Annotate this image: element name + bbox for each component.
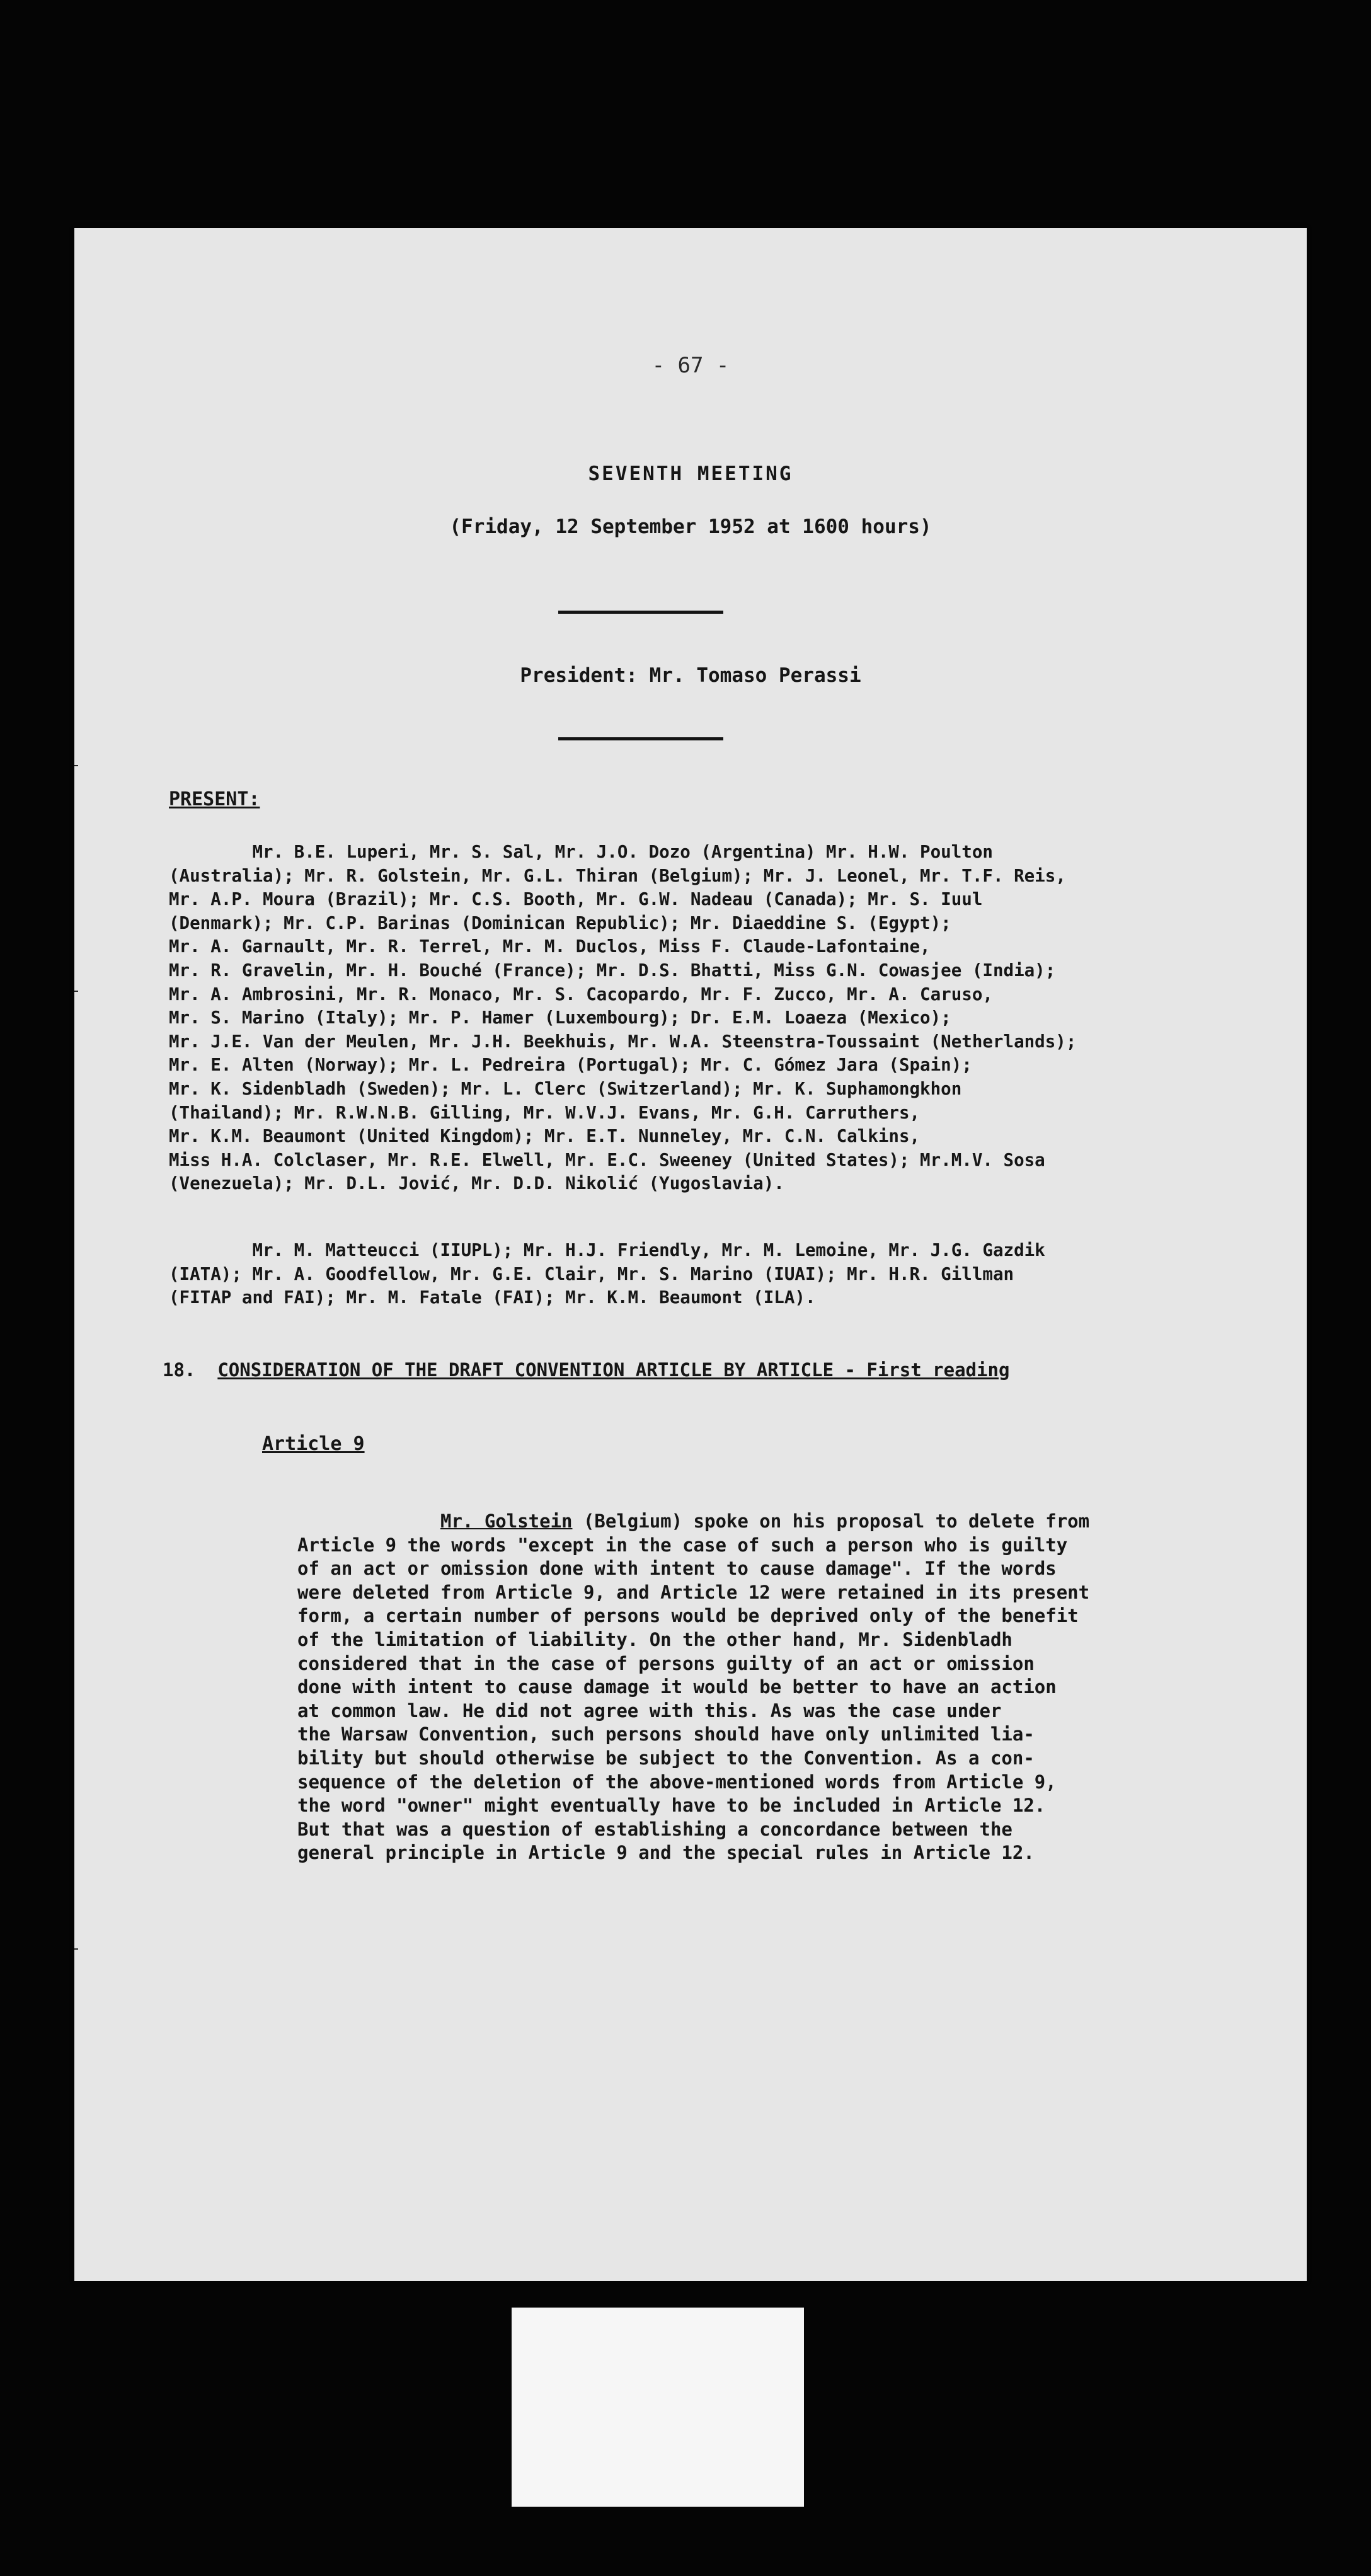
present-heading: PRESENT: [169, 788, 260, 810]
attendees-line: (Venezuela); Mr. D.L. Jović, Mr. D.D. Nikolić (Yugoslavia). [169, 1173, 784, 1194]
discussion-line: general principle in Article 9 and the special rules in Article 12. [297, 1842, 1035, 1864]
page-number: - 67 - [651, 353, 730, 378]
document-page [74, 228, 1307, 2281]
meeting-date: (Friday, 12 September 1952 at 1600 hours) [449, 515, 932, 538]
discussion-first-line: (Belgium) spoke on his proposal to delete from [572, 1510, 1090, 1532]
observers-line: (FITAP and FAI); Mr. M. Fatale (FAI); Mr. K.M. Beaumont (ILA). [169, 1287, 816, 1308]
discussion-line [297, 1510, 1255, 1534]
attendees-line: Mr. A. Ambrosini, Mr. R. Monaco, Mr. S. Cacopardo, Mr. F. Zucco, Mr. A. Caruso, [169, 984, 993, 1004]
section-number: 18. [163, 1359, 196, 1381]
attendees-line: Mr. J.E. Van der Meulen, Mr. J.H. Beekhuis, Mr. W.A. Steenstra-Toussaint (Netherlands); [169, 1031, 1077, 1052]
discussion-line: the word "owner" might eventually have to be included in Article 12. [297, 1795, 1046, 1817]
discussion-line: But that was a question of establishing a concordance between the [297, 1818, 1012, 1840]
margin-mark [74, 1948, 78, 1950]
attendees-line: Mr. K.M. Beaumont (United Kingdom); Mr. E.T. Nunneley, Mr. C.N. Calkins, [169, 1126, 921, 1147]
discussion-line: were deleted from Article 9, and Article 12 were retained in its present [297, 1581, 1090, 1603]
discussion-line: at common law. He did not agree with this. As was the case under [297, 1699, 1002, 1722]
margin-mark [74, 765, 78, 766]
attendees-line: Mr. R. Gravelin, Mr. H. Bouché (France); Mr. D.S. Bhatti, Miss G.N. Cowasjee (India); [169, 960, 1056, 980]
margin-mark [74, 991, 78, 992]
attendees-line: Mr. A. Garnault, Mr. R. Terrel, Mr. M. Duclos, Miss F. Claude-Lafontaine, [169, 936, 931, 957]
discussion-line: of the limitation of liability. On the other hand, Mr. Sidenbladh [297, 1628, 1012, 1650]
section-subtitle: - First reading [834, 1359, 1010, 1381]
article-heading: Article 9 [262, 1433, 365, 1455]
discussion-line: the Warsaw Convention, such persons should have only unlimited lia- [297, 1723, 1035, 1745]
section-title: CONSIDERATION OF THE DRAFT CONVENTION ARTICLE BY ARTICLE [217, 1359, 834, 1381]
attendees-line: Mr. A.P. Moura (Brazil); Mr. C.S. Booth, Mr. G.W. Nadeau (Canada); Mr. S. Iuul [169, 889, 983, 910]
discussion-line: Article 9 the words "except in the case of such a person who is guilty [297, 1534, 1068, 1556]
meeting-title: SEVENTH MEETING [588, 463, 793, 485]
discussion-line: bility but should otherwise be subject to the Convention. As a con- [297, 1747, 1035, 1769]
observers-list [169, 1239, 1234, 1310]
paper-slip [512, 2308, 804, 2507]
attendees-line: Mr. S. Marino (Italy); Mr. P. Hamer (Luxembourg); Dr. E.M. Loaeza (Mexico); [169, 1008, 951, 1028]
discussion-line: done with intent to cause damage it would be better to have an action [297, 1676, 1057, 1698]
discussion-line: sequence of the deletion of the above-mentioned words from Article 9, [297, 1771, 1057, 1793]
discussion-paragraph [297, 1510, 1255, 1865]
attendees-list [169, 841, 1234, 1196]
discussion-line: considered that in the case of persons guilty of an act or omission [297, 1652, 1035, 1674]
section-heading [163, 1359, 1009, 1381]
observers-line: (IATA); Mr. A. Goodfellow, Mr. G.E. Clair, Mr. S. Marino (IUAI); Mr. H.R. Gillman [169, 1263, 1014, 1284]
observers-line: Mr. M. Matteucci (IIUPL); Mr. H.J. Friendly, Mr. M. Lemoine, Mr. J.G. Gazdik [169, 1240, 1045, 1260]
attendees-line: Mr. B.E. Luperi, Mr. S. Sal, Mr. J.O. Dozo (Argentina) Mr. H.W. Poulton [169, 842, 993, 862]
attendees-line: Miss H.A. Colclaser, Mr. R.E. Elwell, Mr. E.C. Sweeney (United States); Mr.M.V. Sosa [169, 1149, 1045, 1170]
attendees-line: (Australia); Mr. R. Golstein, Mr. G.L. Thiran (Belgium); Mr. J. Leonel, Mr. T.F. Reis, [169, 865, 1066, 886]
discussion-line: of an act or omission done with intent to cause damage". If the words [297, 1558, 1057, 1580]
attendees-line: (Thailand); Mr. R.W.N.B. Gilling, Mr. W.V.J. Evans, Mr. G.H. Carruthers, [169, 1102, 921, 1123]
divider-rule [558, 737, 723, 740]
attendees-line: (Denmark); Mr. C.P. Barinas (Dominican Republic); Mr. Diaeddine S. (Egypt); [169, 912, 951, 933]
attendees-line: Mr. K. Sidenbladh (Sweden); Mr. L. Clerc (Switzerland); Mr. K. Suphamongkhon [169, 1078, 962, 1099]
discussion-line: form, a certain number of persons would be deprived only of the benefit [297, 1605, 1079, 1627]
divider-rule [558, 611, 723, 614]
attendees-line: Mr. E. Alten (Norway); Mr. L. Pedreira (Portugal); Mr. C. Gómez Jara (Spain); [169, 1055, 972, 1076]
speaker-name: Mr. Golstein [440, 1510, 573, 1532]
president-line: President: Mr. Tomaso Perassi [520, 664, 861, 687]
